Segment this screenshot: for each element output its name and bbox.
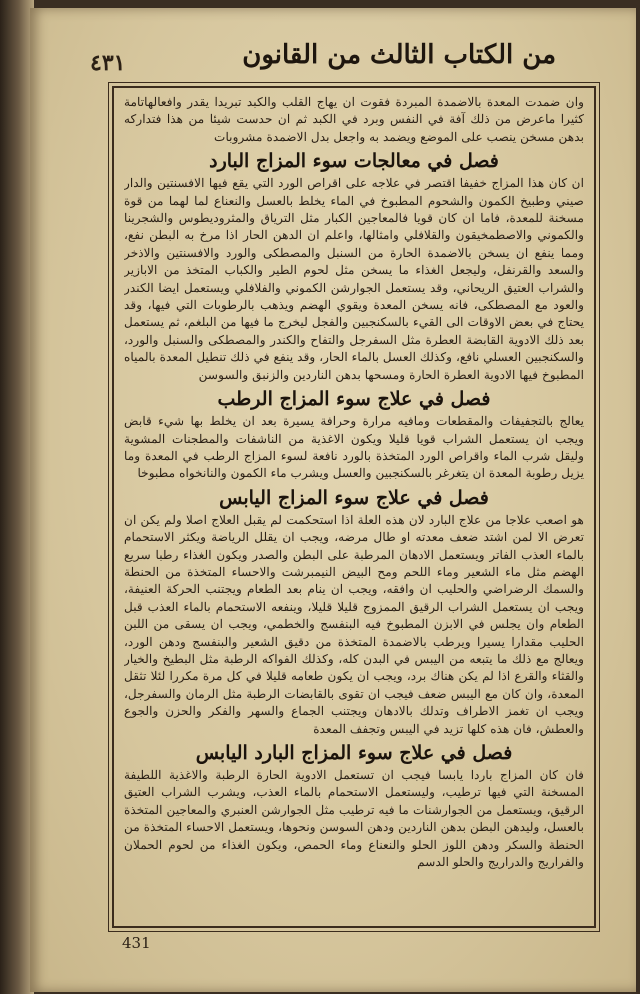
paragraph-cold: ان كان هذا المزاج خفيفا اقتصر في علاجه على اقراص الورد التي يقع فيها الافسنتين والدار صيني وطبيخ الكمون والشحوم المطبوخ في الماء يخلط بالعسل والنعناع لما لهما من قوة مسخنة للمعدة، فاما ان كان قويا فالمعاجين الكبار مثل الترياق والمثروديطوس والشجرينا والكموني والاصطمخيقون والقلافلي وامثالها، واعلم ان الدهن الحار اذا مرخ به البطن نفع، ومما ينفع ان يسخن بالاضمدة الحارة من السنبل والمصطكى والورد والافسنتين والاذخر والسعد والقرنفل، وليجعل الغذاء ما يسخن مثل لحوم الطير والكباب المتخذ من الابازير والشراب العتيق الريحاني، وقد يستعمل الجوارشن الكموني والفلافلي ويستعمل ايضا الكندر والعود مع المصطكى، فانه يسخن المعدة ويقوي الهضم ويذهب بالرطوبات التي فيها، وقد يحتاج في بعض الاوقات الى القيء بالسكنجبين والفجل ليخرج ما فيها من البلغم، ثم يستعمل بعد ذلك الادوية القابضة العطرة مثل السفرجل والتفاح والكندر والمصطكى والسنبل والورد، والسكنجبين العسلي نافع، وكذلك العسل بالماء الحار، وقد ينفع في ذلك تنطيل المعدة بالمياه المطبوخ فيها الادوية العطرة الحارة ومسحها بدهن الناردين والزنبق والسوسن [124, 176, 584, 382]
paragraph-cold-dry: فان كان المزاج باردا يابسا فيجب ان تستعمل الادوية الحارة الرطبة والاغذية اللطيفة المسخنة التي فيها ترطيب، وليستعمل الاستحمام بالماء العذب، ويشرب الشراب العتيق الرقيق، ويستعمل من الجوارشنات ما فيه ترطيب مثل الجوارشن العنبري والمعاجين المتخذة بالعسل، وليدهن البطن بدهن الناردين ودهن السوسن ونحوها، ويستعمل الاحساء المتخذة من الحنطة والسكر ودهن اللوز الحلو والنعناع وماء الحمص، ويكون الغذاء من لحوم الحملان والفراريج والدراريج والحلو الدسم [124, 768, 584, 870]
text-frame [112, 86, 596, 928]
page-signature-mark: 431 [122, 934, 151, 952]
paragraph-dry: هو اصعب علاجا من علاج البارد لان هذه العلة اذا استحكمت لم يقبل العلاج اصلا ولم يكن ان تعرض الا لمن اشتد ضعف معدته او طال مرضه، ويجب ان يقلل الرياضة ويكثر الاستحمام بالماء العذب الفاتر ويستعمل الادهان المرطبة على البطن والصدر ويكون الغذاء رطبا سريع الهضم مثل ماء الشعير وماء اللحم ومح البيض النيمبرشت والاحساء المتخذة من الحنطة والسمك الرضراضي والحليب ان وافقه، ويجب ان ينام بعد الطعام ويجتنب الحركة العنيفة، ويجب ان يستعمل الشراب الرقيق الممزوج قليلا قليلا، وينفعه الاستحمام بالماء العذب قبل الطعام وان يجلس في الابزن المطبوخ فيه البنفسج والخطمي، ويجب ان يسقى من اللبن الحليب مقدارا يسيرا ويرطب بالاضمدة المتخذة من دقيق الشعير والبنفسج ودهن الورد، ويعالج مع ذلك ما يتبعه من اليبس في البدن كله، وكذلك الفواكه الرطبة مثل البطيخ والخيار والقثاء والقرع اذا لم يكن هناك برد، ويجب ان يكون طعامه قليلا في كل مرة مكررا لئلا تثقل المعدة، وان كان مع اليبس ضعف فيجب ان تقوى بالقابضات الرطبة مثل الرمان والسفرجل، ويجب ان تغمز الاطراف وتدلك بالادهان ويجتنب الجماع والسهر والفكر والحزن والجوع والعطش، فان هذه كلها تزيد في اليبس وتجفف المعدة [124, 512, 584, 736]
chapter-heading-dry: فصل في علاج سوء المزاج اليابس [219, 486, 489, 509]
chapter-heading-moist: فصل في علاج سوء المزاج الرطب [217, 388, 491, 411]
text-column [124, 94, 584, 920]
running-head: من الكتاب الثالث من القانون [242, 40, 556, 70]
book-spine-shadow [0, 0, 34, 994]
chapter-heading-cold: فصل في معالجات سوء المزاج البارد [209, 150, 499, 173]
paragraph-intro: وان ضمدت المعدة بالاضمدة المبردة فقوت ان يهاج القلب والكبد تبريدا يقدر وافعالهاتامة كثيرا ماعرض من ذلك آفة في النفس وبرد في الكبد ثم ان حدست شيئا من هذا فتداركه بدهن مسخن ينصب على الموضع ويضمد به واجعل بدل الاضمدة مشروبات [124, 95, 584, 144]
manuscript-page [30, 8, 636, 992]
page-number: ٤٣١ [90, 50, 126, 76]
chapter-heading-cold-dry: فصل في علاج سوء المزاج البارد اليابس [195, 742, 513, 764]
paragraph-moist: يعالج بالتجفيفات والمقطعات ومافيه مرارة وحرافة يسيرة بعد ان يخلط بها شيء قابض ويجب ان يستعمل الشراب قويا قليلا ويكون الاغذية من الناشفات والمطجنات المشوية وليقل شرب الماء واقراص الورد المتخذة بالورد نافعة لسوء المزاج الرطب في المعدة وما يزيل رطوبة المعدة ان يتغرغر بالسكنجبين والعسل ويشرب ماء الكمون والنانخواه مطبوخا [124, 414, 584, 481]
